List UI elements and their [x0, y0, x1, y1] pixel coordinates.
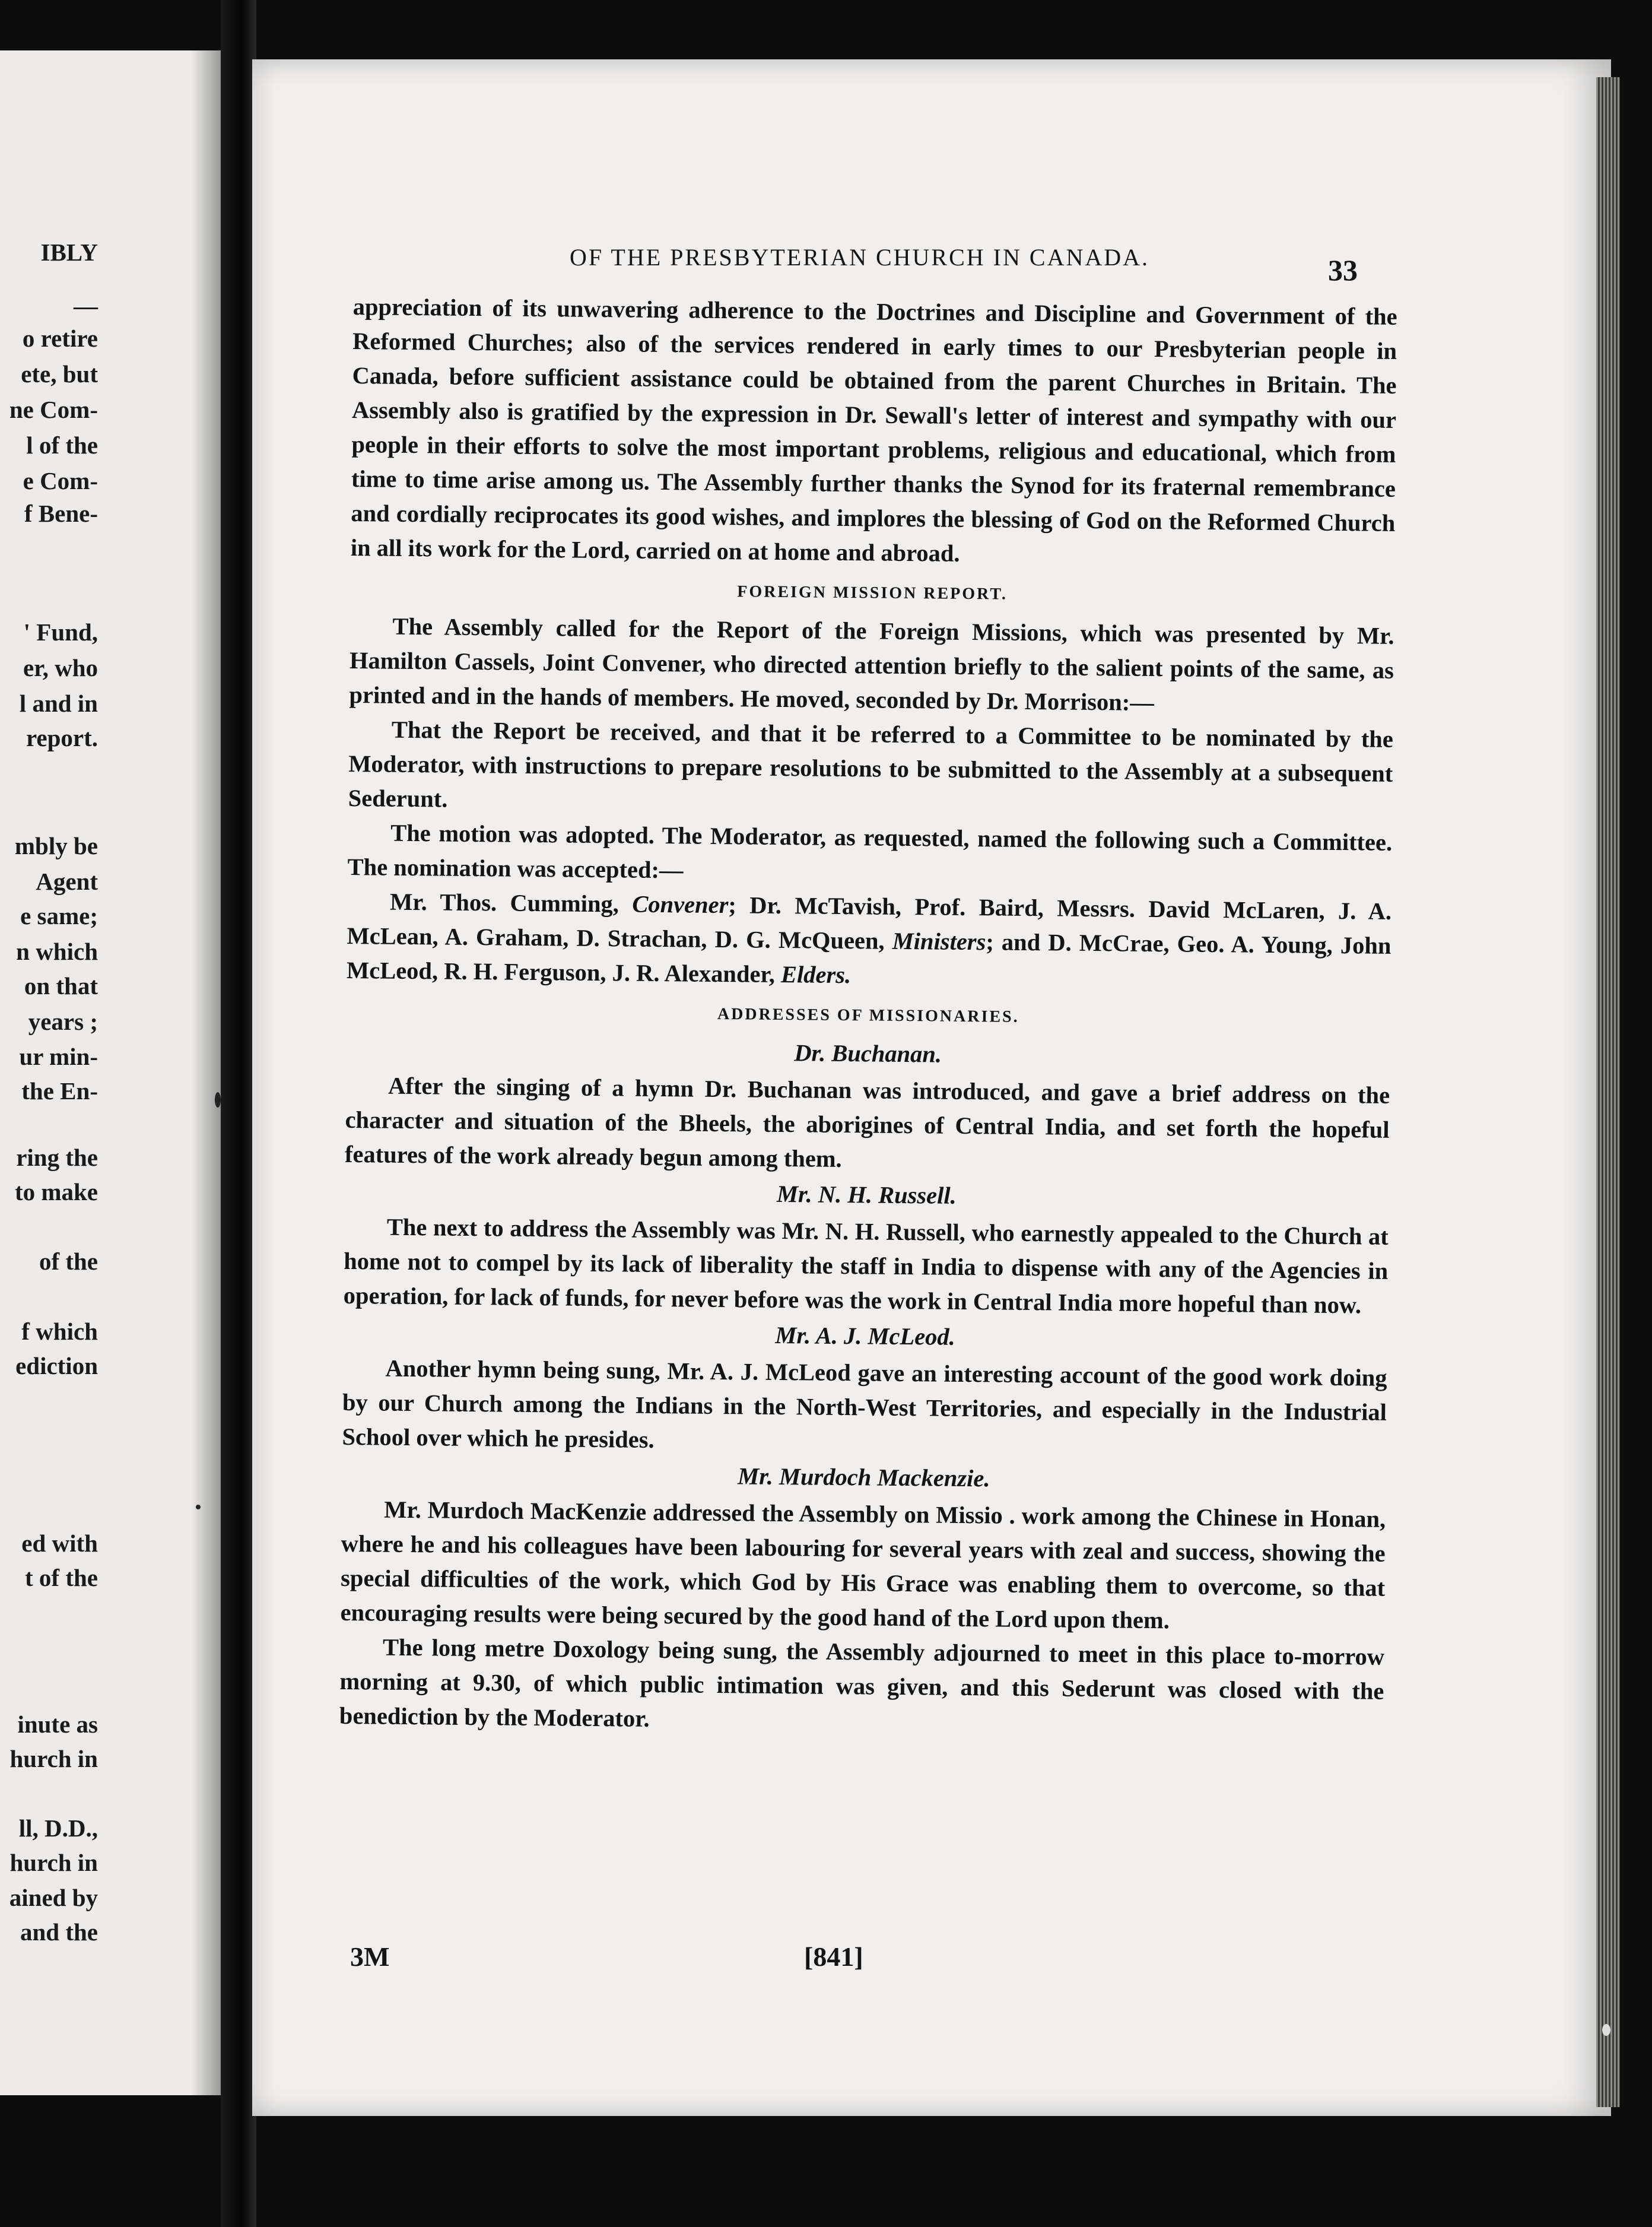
paragraph: The long metre Doxology being sung, the Assembly adjourned to meet in this place to-morrow morning at 9.30, of which public intimation was given, and this Sederunt was closed with the benediction by the Moderator.: [339, 1633, 1385, 1732]
subheading-buchanan: Dr. Buchanan.: [794, 1039, 942, 1068]
page-body: [339, 290, 1397, 1743]
signature-mark: 3M: [350, 1942, 390, 1972]
ink-speck: [215, 1092, 221, 1108]
page-number: 33: [1328, 253, 1358, 287]
text-run: ; Dr. McTavish, Prof. Baird, Messrs. David McLaren, J. A. McLean, A. Graham, D. Strachan, D. G. McQueen,: [347, 892, 1392, 954]
text-run: ; and D. McCrae, Geo. A. Young, John McLeod, R. H. Ferguson, J. R. Alexander,: [346, 928, 1392, 988]
paragraph: appreciation of its unwavering adherence to the Doctrines and Discipline and Government of the Reformed Churches; also of the services rendered in early times to our Presbyterian people in Canada, before sufficient assistance could be obtained from the parent Churches in Britain. The Assembly also is gratified by the expression in Dr. Sewall's letter of interest and sympathy with our people in their efforts to solve the most important problems, religious and educational, which from time to time arise among us. The Assembly further thanks the Synod for its fraternal remembrance and cordially reciprocates its good wishes, and implores the blessing of God on the Reformed Church in all its work for the Lord, carried on at home and abroad.: [350, 293, 1397, 567]
running-title: OF THE PRESBYTERIAN CHURCH IN CANADA.: [570, 244, 1149, 271]
section-heading-foreign-mission: FOREIGN MISSION REPORT.: [737, 582, 1008, 604]
left-page-line: o retire: [22, 325, 98, 352]
left-page-line: e Com-: [23, 467, 98, 494]
italic-elders: Elders.: [780, 960, 852, 989]
paragraph: The motion was adopted. The Moderator, as requested, named the following such a Committee. The nomination was accepted:—: [347, 819, 1393, 884]
paragraph: The Assembly called for the Report of the Foreign Missions, which was presented by Mr. Hamilton Cassels, Joint Convener, who directed attention briefly to the salient points of the same, as printed and in the hands of members. He moved, seconded by Dr. Morrison:—: [349, 613, 1394, 716]
ink-speck: [196, 1505, 201, 1509]
left-page-line: inute as: [17, 1711, 98, 1738]
left-page-line: ring the: [16, 1144, 98, 1171]
left-page-line: hurch in: [9, 1745, 98, 1772]
left-page-line: mbly be: [14, 832, 98, 859]
left-page-line: on that: [24, 972, 98, 1000]
subheading-russell: Mr. N. H. Russell.: [776, 1180, 957, 1209]
subheading-mcleod: Mr. A. J. McLeod.: [775, 1321, 956, 1350]
ink-speck: [1602, 2024, 1610, 2036]
left-page-line: l and in: [19, 690, 98, 717]
paragraph: Mr. Murdoch MacKenzie addressed the Assembly on Missio . work among the Chinese in Honan, where he and his colleagues have been labouring for several years with zeal and success, showing the special difficulties of the work, which God by His Grace was enabling them to overcome, so that encouraging results were being secured by the good hand of the Lord upon them.: [340, 1496, 1386, 1634]
left-page-line: the En-: [21, 1077, 98, 1105]
folio-number: [841]: [804, 1942, 863, 1972]
left-page-line: f Bene-: [24, 500, 98, 527]
left-page-line: ediction: [15, 1352, 98, 1379]
left-page-line: IBLY: [40, 239, 98, 266]
italic-convener: Convener: [632, 890, 729, 919]
left-page-line: l of the: [26, 432, 98, 459]
section-heading-addresses: ADDRESSES OF MISSIONARIES.: [717, 1004, 1019, 1026]
text-run: Mr. Thos. Cumming,: [389, 888, 633, 918]
left-page-line: e same;: [20, 902, 98, 929]
left-page-line: of the: [39, 1248, 98, 1275]
paragraph: That the Report be received, and that it be referred to a Committee to be nominated by the Moderator, with instructions to prepare resolutions to be submitted to the Assembly at a subsequent Sederunt.: [348, 716, 1394, 813]
italic-ministers: Ministers: [892, 927, 986, 956]
paragraph: After the singing of a hymn Dr. Buchanan was introduced, and gave a brief address on the character and situation of the Bheels, the aborigines of Central India, and set forth the hopeful features of the work already begun among them.: [344, 1072, 1390, 1172]
left-page-line: Agent: [36, 868, 98, 895]
left-page-line: f which: [21, 1318, 98, 1345]
committee-paragraph: [347, 884, 1392, 998]
left-page-line: er, who: [23, 654, 98, 681]
left-page-line: years ;: [28, 1008, 98, 1035]
left-page-line: ur min-: [19, 1043, 98, 1070]
left-page-line: t of the: [25, 1564, 98, 1591]
left-page-line: to make: [14, 1178, 98, 1206]
paragraph: The next to address the Assembly was Mr. N. H. Russell, who earnestly appealed to the Church at home not to compel by its lack of liberality the staff in India to dispense with any of the Agencies in operation, for lack of funds, for never before was the work in Central India more hopeful than now.: [343, 1213, 1389, 1319]
left-page-line: —: [74, 292, 98, 319]
left-page-line: hurch in: [9, 1849, 98, 1876]
left-page-line: ll, D.D.,: [18, 1814, 98, 1842]
left-page-line: ed with: [21, 1530, 98, 1557]
left-page-line: report.: [26, 724, 98, 751]
left-page-shadow: [191, 50, 221, 2095]
left-page: [0, 50, 221, 2095]
left-page-line: ne Com-: [9, 396, 98, 423]
page-edges: [1596, 77, 1620, 2107]
left-page-line: ' Fund,: [23, 618, 98, 646]
left-page-line: n which: [16, 938, 98, 965]
paragraph: Another hymn being sung, Mr. A. J. McLeod gave an interesting account of the good work doing by our Church among the Indians in the North-West Territories, and especially in the Industrial School over which he presides.: [342, 1354, 1387, 1453]
left-page-line: ained by: [9, 1884, 98, 1911]
subheading-mackenzie: Mr. Murdoch Mackenzie.: [737, 1463, 990, 1492]
book-gutter: [221, 0, 256, 2227]
left-page-line: ete, but: [21, 360, 98, 388]
left-page-line: and the: [20, 1918, 98, 1946]
